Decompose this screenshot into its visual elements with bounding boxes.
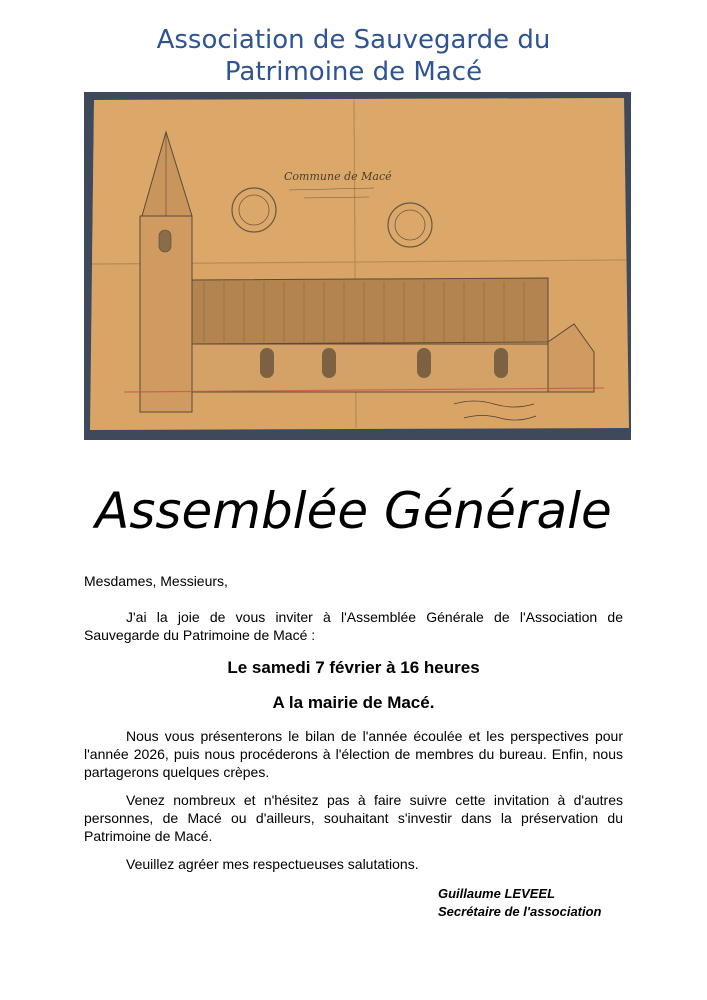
title-line-1: Association de Sauvegarde du <box>156 25 551 55</box>
title-line-2: Patrimoine de Macé <box>224 57 483 87</box>
event-date: Le samedi 7 février à 16 heures <box>227 658 480 677</box>
signature-name: Guillaume LEVEEL <box>438 886 556 901</box>
closing-line: Veuillez agréer mes respectueuses salutations. <box>126 856 419 872</box>
paragraph-agenda: Nous vous présenterons le bilan de l'année écoulée et les perspectives pour l'année 2026, puis nous procéderons à l'élection de membres du bureau. Enfin, nous partagerons quelques crèpes. <box>84 728 623 780</box>
event-place: A la mairie de Macé. <box>272 693 435 712</box>
church-elevation-drawing <box>84 92 631 440</box>
salutation: Mesdames, Messieurs, <box>84 573 228 589</box>
signature-role: Secrétaire de l'association <box>438 904 602 919</box>
association-title <box>0 24 707 88</box>
paragraph-call: Venez nombreux et n'hésitez pas à faire suivre cette invitation à d'autres personnes, de Macé ou d'ailleurs, souhaitant s'investir dans la préservation du Patrimoine de Macé. <box>84 792 623 844</box>
main-heading: Assemblée Générale <box>95 482 612 540</box>
drawing-caption: Commune de Macé <box>284 170 392 183</box>
paragraph-invitation: J'ai la joie de vous inviter à l'Assemblée Générale de l'Association de Sauvegarde du Patrimoine de Macé : <box>84 609 623 643</box>
